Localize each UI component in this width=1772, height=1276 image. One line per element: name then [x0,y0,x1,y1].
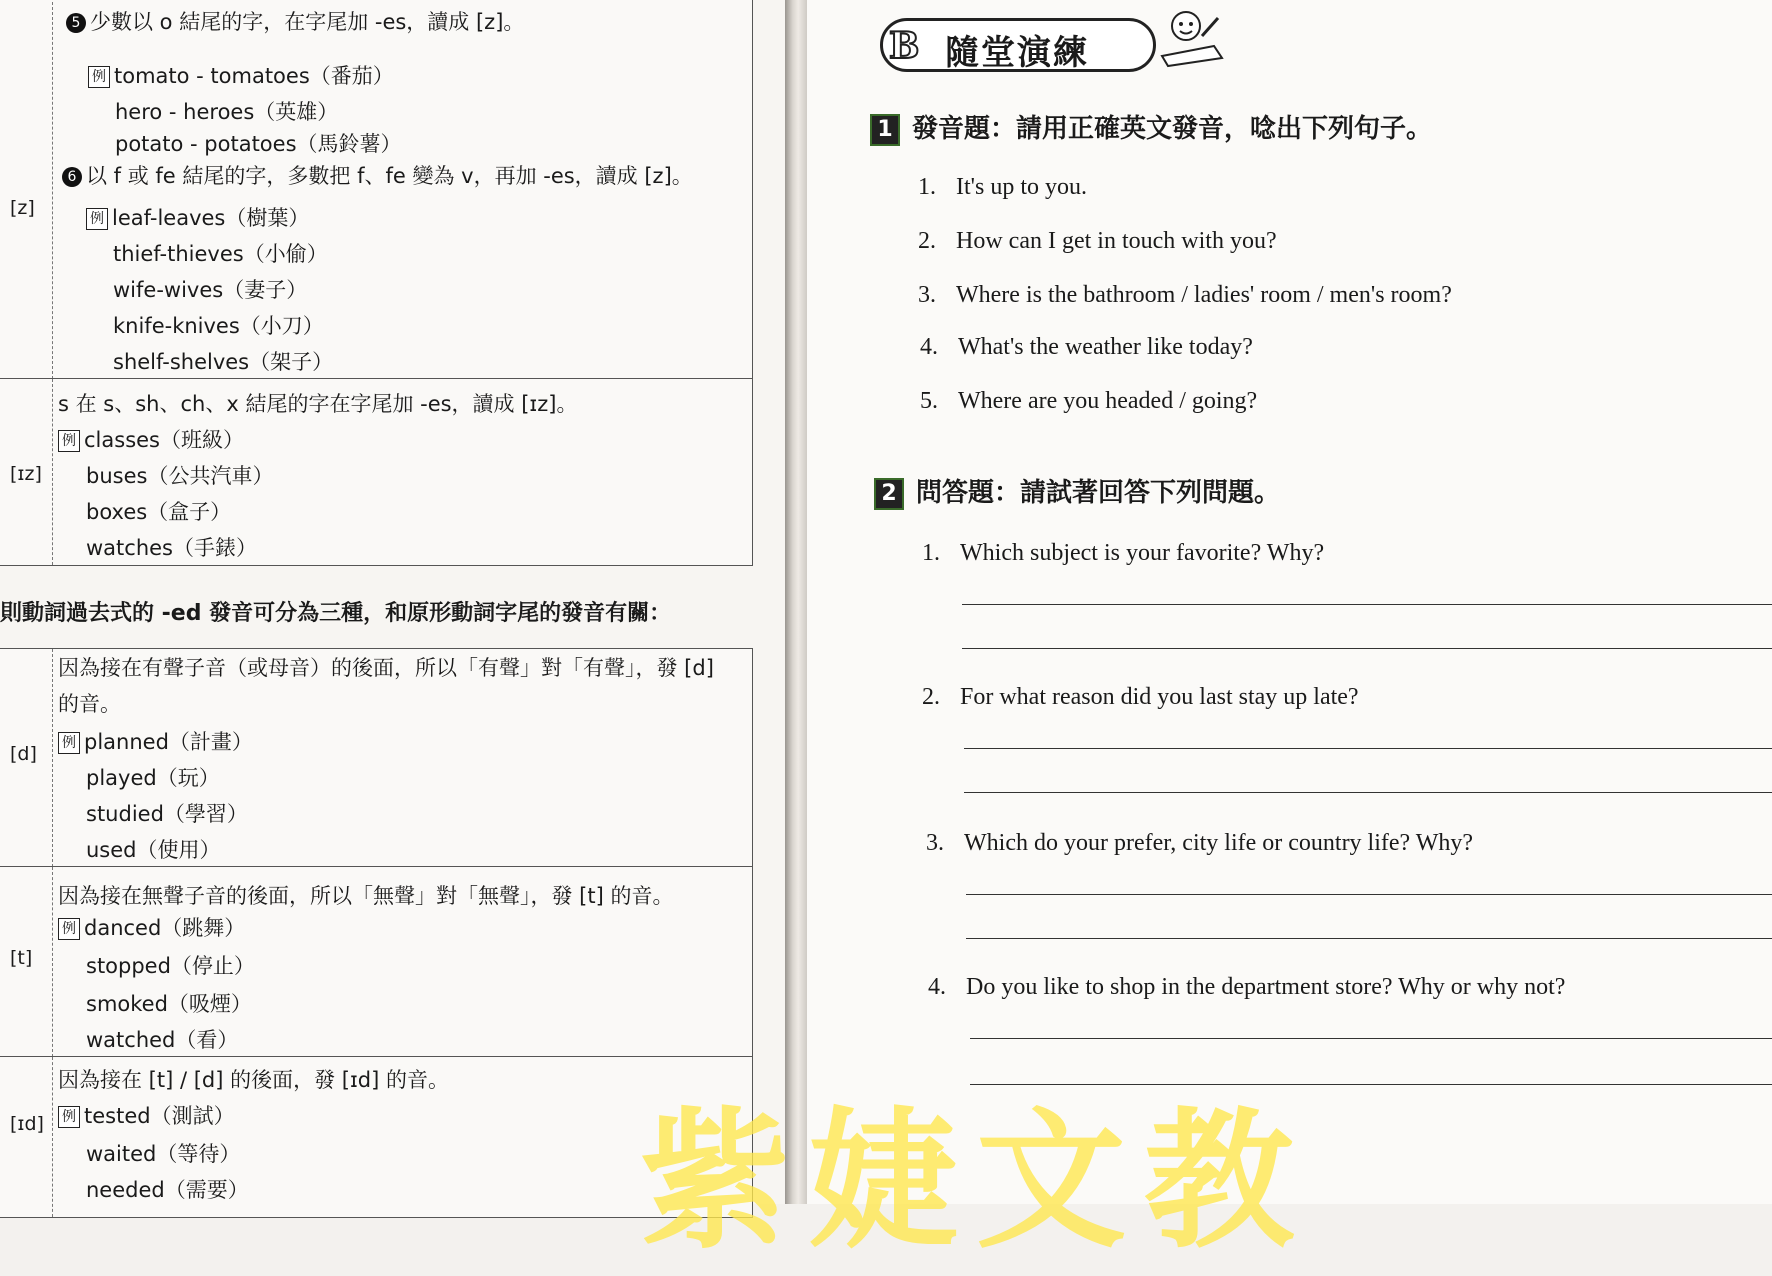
table-line: s 在 s、sh、ch、x 結尾的字在字尾加 -es，讀成 [ɪz]。 [58,392,578,416]
answer-line[interactable] [966,938,1772,939]
table-line: shelf-shelves（架子） [113,350,334,374]
table-line: stopped（停止） [86,954,255,978]
table-line: played（玩） [86,766,220,790]
mascot-icon [1152,6,1232,72]
table-line: hero - heroes（英雄） [115,100,339,124]
table-line: 例 tomato - tomatoes（番茄） [88,60,394,90]
question-2-heading: 2 問答題：請試著回答下列問題。 [874,472,1280,510]
watermark: 紫婕文教 [640,1095,1313,1269]
table-line: boxes（盒子） [86,500,232,524]
table-line: watched（看） [86,1028,239,1052]
question-item: 4. Do you like to shop in the department store? Why or why not? [928,974,1566,1000]
number-5-badge: 5 [66,13,86,33]
table-line: needed（需要） [86,1178,249,1202]
table-divider [52,649,53,867]
answer-line[interactable] [962,604,1772,605]
section-title: 隨堂演練 [945,33,1089,73]
table-line: smoked（吸煙） [86,992,252,1016]
phonetic-symbol: [d] [10,743,37,765]
number-6-badge: 6 [62,167,82,187]
sentence-item: 5. Where are you headed / going? [920,388,1258,414]
sentence-item: 4. What's the weather like today? [920,334,1253,360]
table-divider [52,379,53,565]
section-title-banner [880,6,1240,72]
question-number-badge: 2 [874,478,904,510]
table-divider [52,0,53,379]
table-line: 因為接在無聲子音的後面，所以「無聲」對「無聲」，發 [t] 的音。 [58,884,674,908]
table-line: 因為接在有聲子音（或母音）的後面，所以「有聲」對「有聲」，發 [d] [58,656,714,680]
section-badge: B [889,25,920,67]
table-line: 例 danced（跳舞） [58,912,245,942]
answer-line[interactable] [970,1038,1772,1039]
table-line: wife-wives（妻子） [113,278,308,302]
table-line: buses（公共汽車） [86,464,274,488]
phonetic-symbol: [z] [10,197,35,219]
answer-line[interactable] [964,748,1772,749]
question-item: 3. Which do your prefer, city life or country life? Why? [926,830,1474,856]
question-1-heading: 1 發音題：請用正確英文發音，唸出下列句子。 [870,108,1432,146]
question-item: 1. Which subject is your favorite? Why? [922,540,1325,566]
example-icon: 例 [88,66,110,88]
sentence-item: 3. Where is the bathroom / ladies' room / men's room? [918,282,1452,308]
sentence-item: 2. How can I get in touch with you? [918,228,1277,254]
phonetic-symbol: [ɪz] [10,463,42,485]
book-spine [785,0,807,1204]
example-icon: 例 [58,430,80,452]
answer-line[interactable] [964,792,1772,793]
example-icon: 例 [58,732,80,754]
example-icon: 例 [58,918,80,940]
example-icon: 例 [58,1106,80,1128]
table-line: thief-thieves（小偷） [113,242,328,266]
example-icon: 例 [86,208,108,230]
answer-line[interactable] [966,894,1772,895]
table-line: 5 少數以 o 結尾的字，在字尾加 -es，讀成 [z]。 [66,6,524,36]
table-divider [52,867,53,1057]
table-line: 例 leaf-leaves（樹葉） [86,202,309,232]
question-item: 2. For what reason did you last stay up late? [922,684,1359,710]
phonetic-symbol: [ɪd] [10,1113,44,1135]
table-line: used（使用） [86,838,221,862]
table-line: 的音。 [58,692,121,716]
table-line: watches（手錶） [86,536,257,560]
table-line: waited（等待） [86,1142,241,1166]
table-line: knife-knives（小刀） [113,314,324,338]
table-line: studied（學習） [86,802,248,826]
question-number-badge: 1 [870,114,900,146]
table-line: 6 以 f 或 fe 結尾的字，多數把 f、fe 變為 v，再加 -es，讀成 [z]。 [62,160,693,190]
sentence-item: 1. It's up to you. [918,174,1087,200]
table-line: 例 classes（班級） [58,424,244,454]
table-line: potato - potatoes（馬鈴薯） [115,132,402,156]
table-line: 例 planned（計畫） [58,726,253,756]
table-line: 例 tested（測試） [58,1100,235,1130]
title-frame [880,18,1156,72]
table-divider [52,1057,53,1217]
phonetic-symbol: [t] [10,947,33,969]
ed-pronunciation-note: 則動詞過去式的 -ed 發音可分為三種，和原形動詞字尾的發音有關： [0,601,672,626]
table-line: 因為接在 [t] / [d] 的後面，發 [ɪd] 的音。 [58,1068,449,1092]
answer-line[interactable] [962,648,1772,649]
